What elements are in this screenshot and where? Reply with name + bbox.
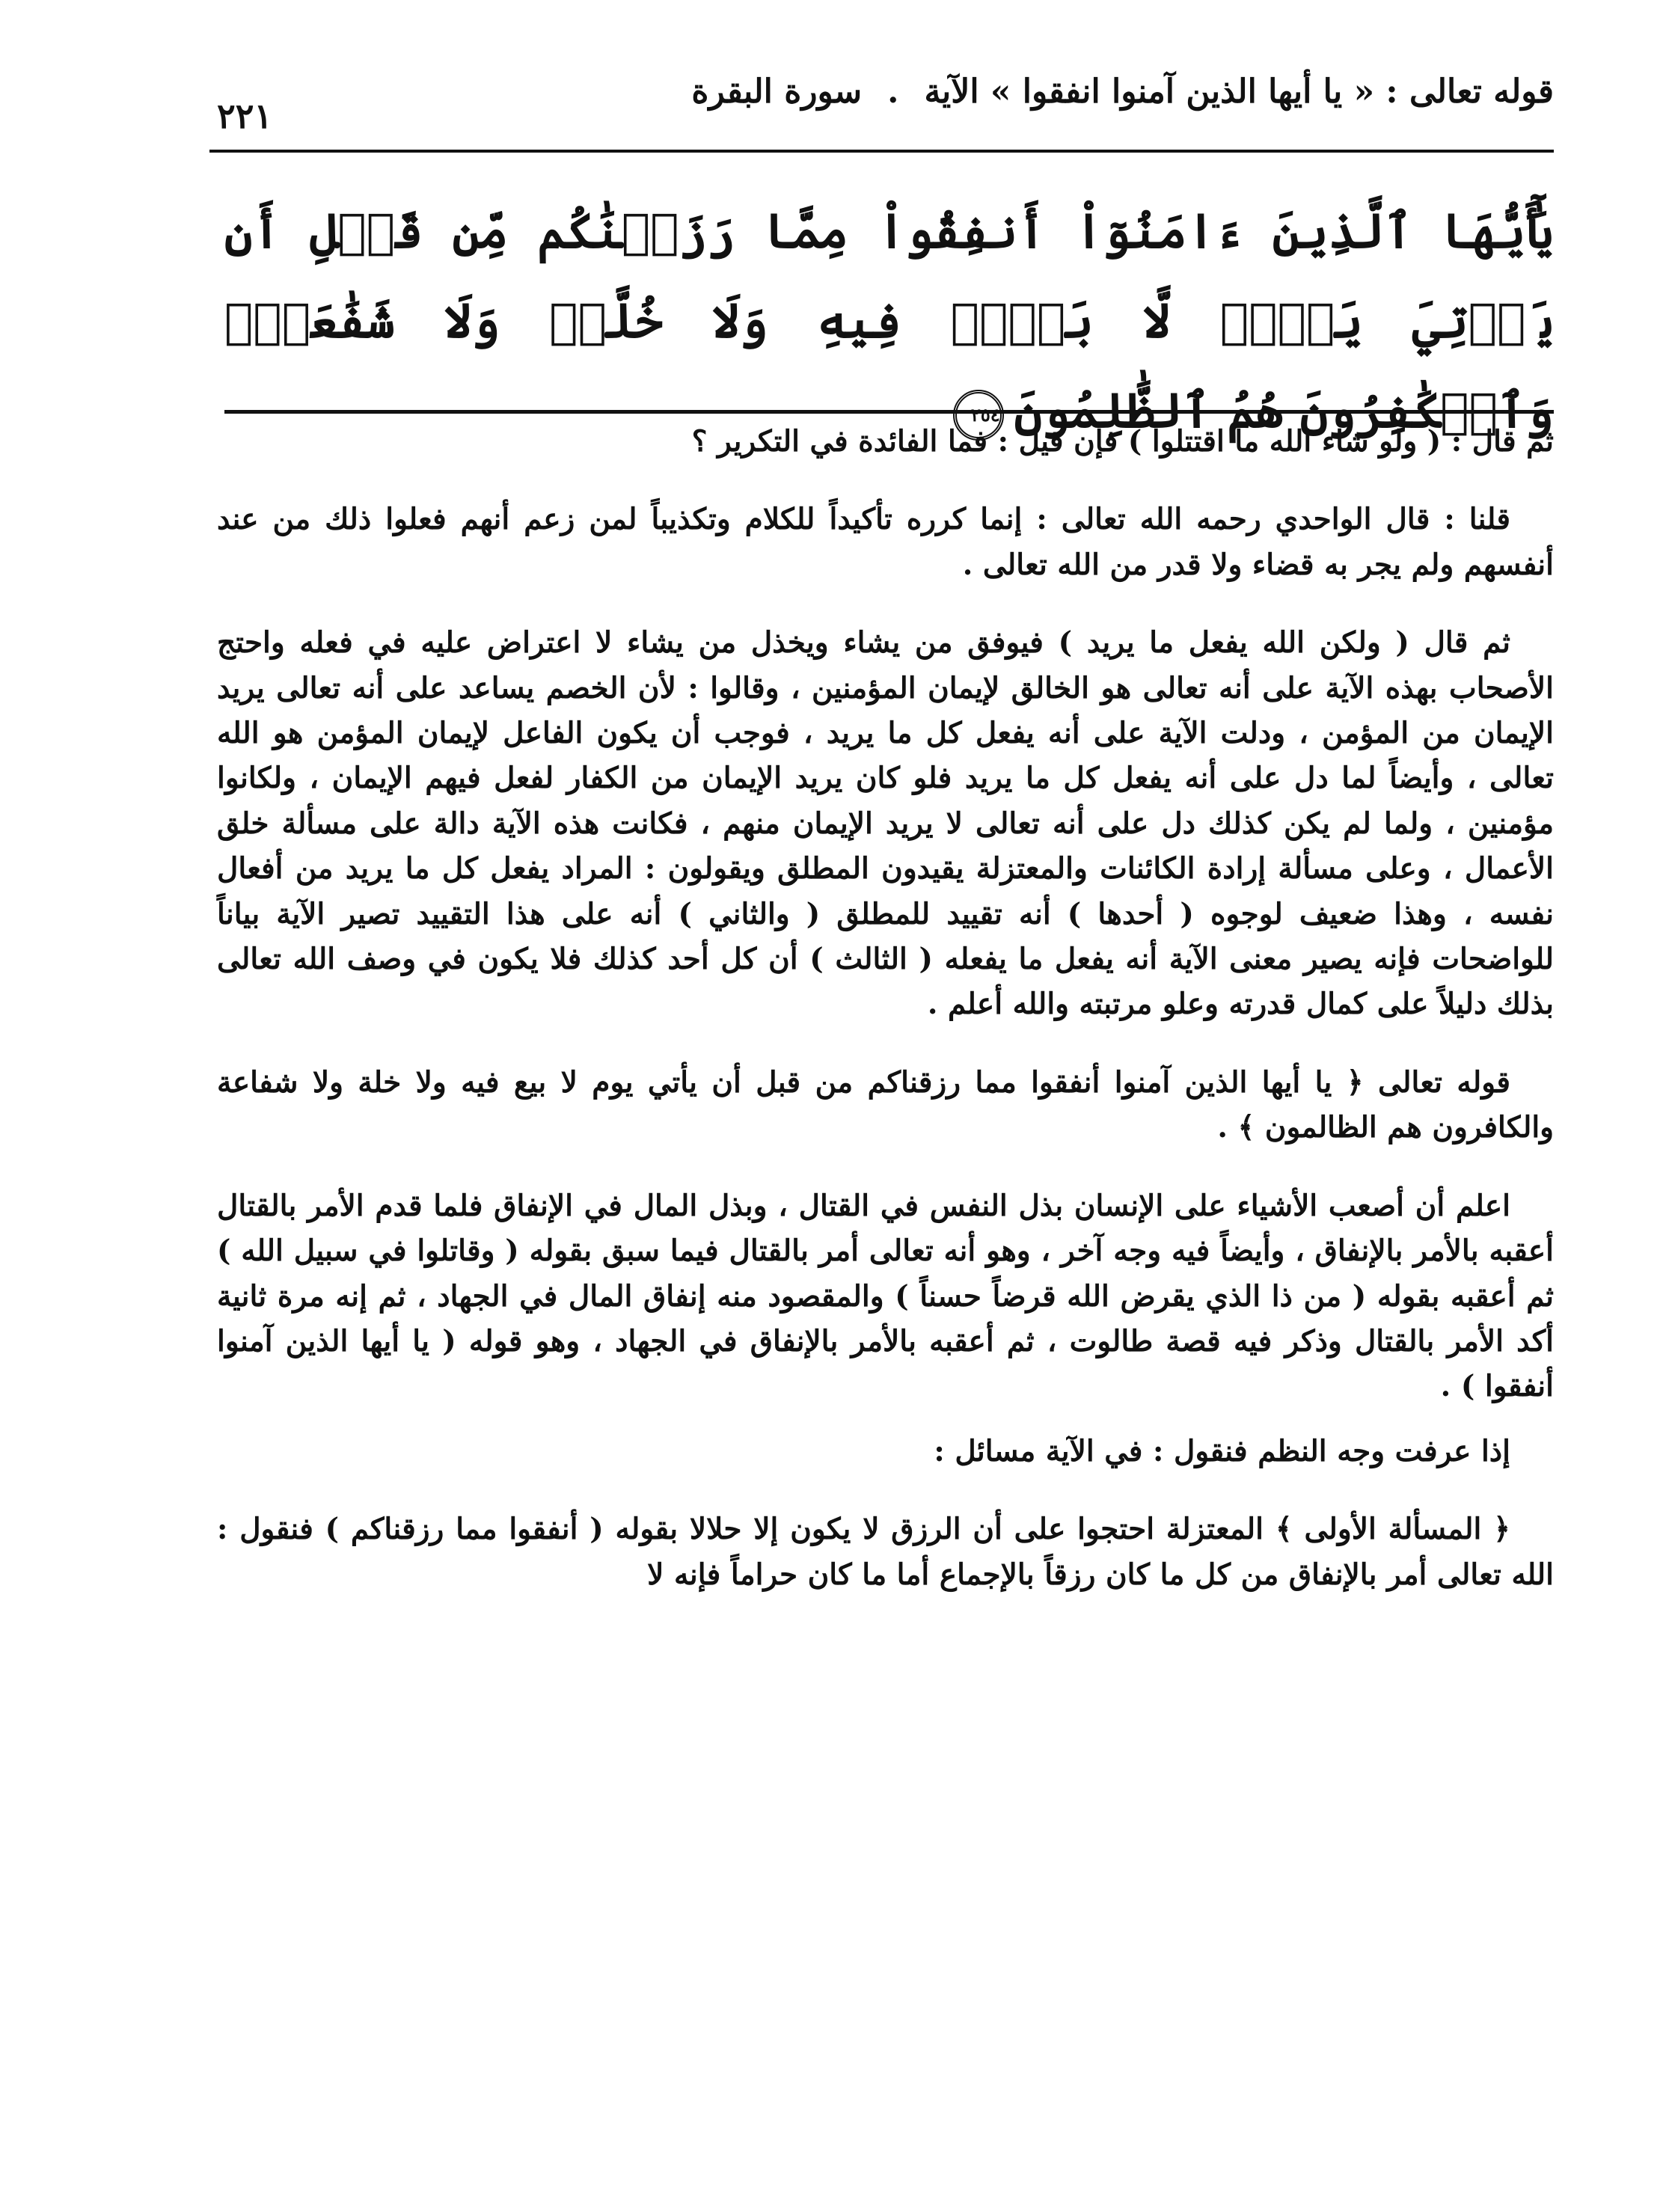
header-surah: سورة البقرة <box>691 73 863 111</box>
header-rule <box>209 150 1554 153</box>
verse-rule <box>224 410 1554 414</box>
page-number: ٢٢١ <box>217 96 273 136</box>
paragraph-7: ﴿ المسألة الأولى ﴾ المعتزلة احتجوا على أن الرزق لا يكون إلا حلالا بقوله ( أنفقوا مما رزقناكم ) فنقول : الله تعالى أمر بالإنفاق من كل ما كان رزقاً بالإجماع أما ما كان حراماً فإنه لا <box>217 1512 1554 1592</box>
paragraph-1: ثم قال : ( ولو شاء الله ما اقتتلوا ) فإن قيل : فما الفائدة في التكرير ؟ <box>691 424 1554 459</box>
running-header <box>217 66 1554 118</box>
quran-verse <box>224 187 1554 456</box>
paragraph-4: قوله تعالى ﴿ يا أيها الذين آمنوا أنفقوا مما رزقناكم من قبل أن يأتي يوم لا بيع فيه ولا خلة ولا شفاعة والكافرون هم الظالمون ﴾ . <box>217 1064 1554 1145</box>
header-separator: . <box>887 73 899 111</box>
paragraph-2: قلنا : قال الواحدي رحمه الله تعالى : إنما كرره تأكيداً للكلام وتكذيباً لمن زعم أنهم فعلوا ذلك من عند أنفسهم ولم يجر به قضاء ولا قدر من الله تعالى . <box>217 502 1554 582</box>
verse-text: يَٰٓأَيُّهَا ٱلَّذِينَ ءَامَنُوٓاْ أَنفِقُواْ مِمَّا رَزَقۡنَٰكُم مِّن قَبۡلِ أَن يَأۡتِيَ يَوۡمٞ لَّا بَيۡعٞ فِيهِ وَلَا خُلَّةٞ وَلَا شَفَٰعَةٞۗ وَٱلۡكَٰفِرُونَ هُمُ ٱلظَّٰلِمُونَ <box>224 203 1554 439</box>
paragraph-3: ثم قال ( ولكن الله يفعل ما يريد ) فيوفق من يشاء ويخذل من يشاء لا اعتراض عليه في فعله واحتج الأصحاب بهذه الآية على أنه تعالى هو الخالق لإيمان المؤمنين ، وقالوا : لأن الخصم يساعد على أنه تعالى يريد الإيمان من المؤمن ، ودلت الآية على أنه يفعل كل ما يريد ، فوجب أن يكون الفاعل لإيمان المؤمن هو الله تعالى ، وأيضاً لما دل على أنه يفعل كل ما يريد فلو كان يريد الإيمان من الكفار لفعل فيهم الإيمان ، ولكانوا مؤمنين ، ولما لم يكن كذلك دل على أنه تعالى لا يريد الإيمان منهم ، فكانت هذه الآية دالة على مسألة خلق الأعمال ، وعلى مسألة إرادة الكائنات والمعتزلة يقيدون المطلق ويقولون : المراد يفعل كل ما يريد من أفعال نفسه ، وهذا ضعيف لوجوه ( أحدها ) أنه تقييد للمطلق ( والثاني ) أنه على هذا التقييد تصير الآية بياناً للواضحات فإنه يصير معنى الآية أنه يفعل ما يفعله ( الثالث ) أن كل أحد كذلك فلا يكون في وصف الله تعالى بذلك دليلاً على كمال قدرته وعلو مرتبته والله أعلم . <box>217 625 1554 1022</box>
verse-number: ٢٥٤ <box>970 403 1000 426</box>
commentary-body <box>217 419 1554 1597</box>
header-title: قوله تعالى : « يا أيها الذين آمنوا انفقوا » الآية <box>924 73 1554 111</box>
paragraph-6: إذا عرفت وجه النظم فنقول : في الآية مسائل : <box>934 1433 1510 1468</box>
paragraph-5: اعلم أن أصعب الأشياء على الإنسان بذل النفس في القتال ، وبذل المال في الإنفاق فلما قدم الأمر بالقتال أعقبه بالأمر بالإنفاق ، وأيضاً فيه وجه آخر ، وهو أنه تعالى أمر بالقتال فيما سبق بقوله ( وقاتلوا في سبيل الله ) ثم أعقبه بقوله ( من ذا الذي يقرض الله قرضاً حسناً ) والمقصود منه إنفاق المال في الجهاد ، ثم إنه مرة ثانية أكد الأمر بالقتال وذكر فيه قصة طالوت ، ثم أعقبه بالأمر بالإنفاق في الجهاد ، وهو قوله ( يا أيها الذين آمنوا أنفقوا ) . <box>217 1188 1554 1404</box>
